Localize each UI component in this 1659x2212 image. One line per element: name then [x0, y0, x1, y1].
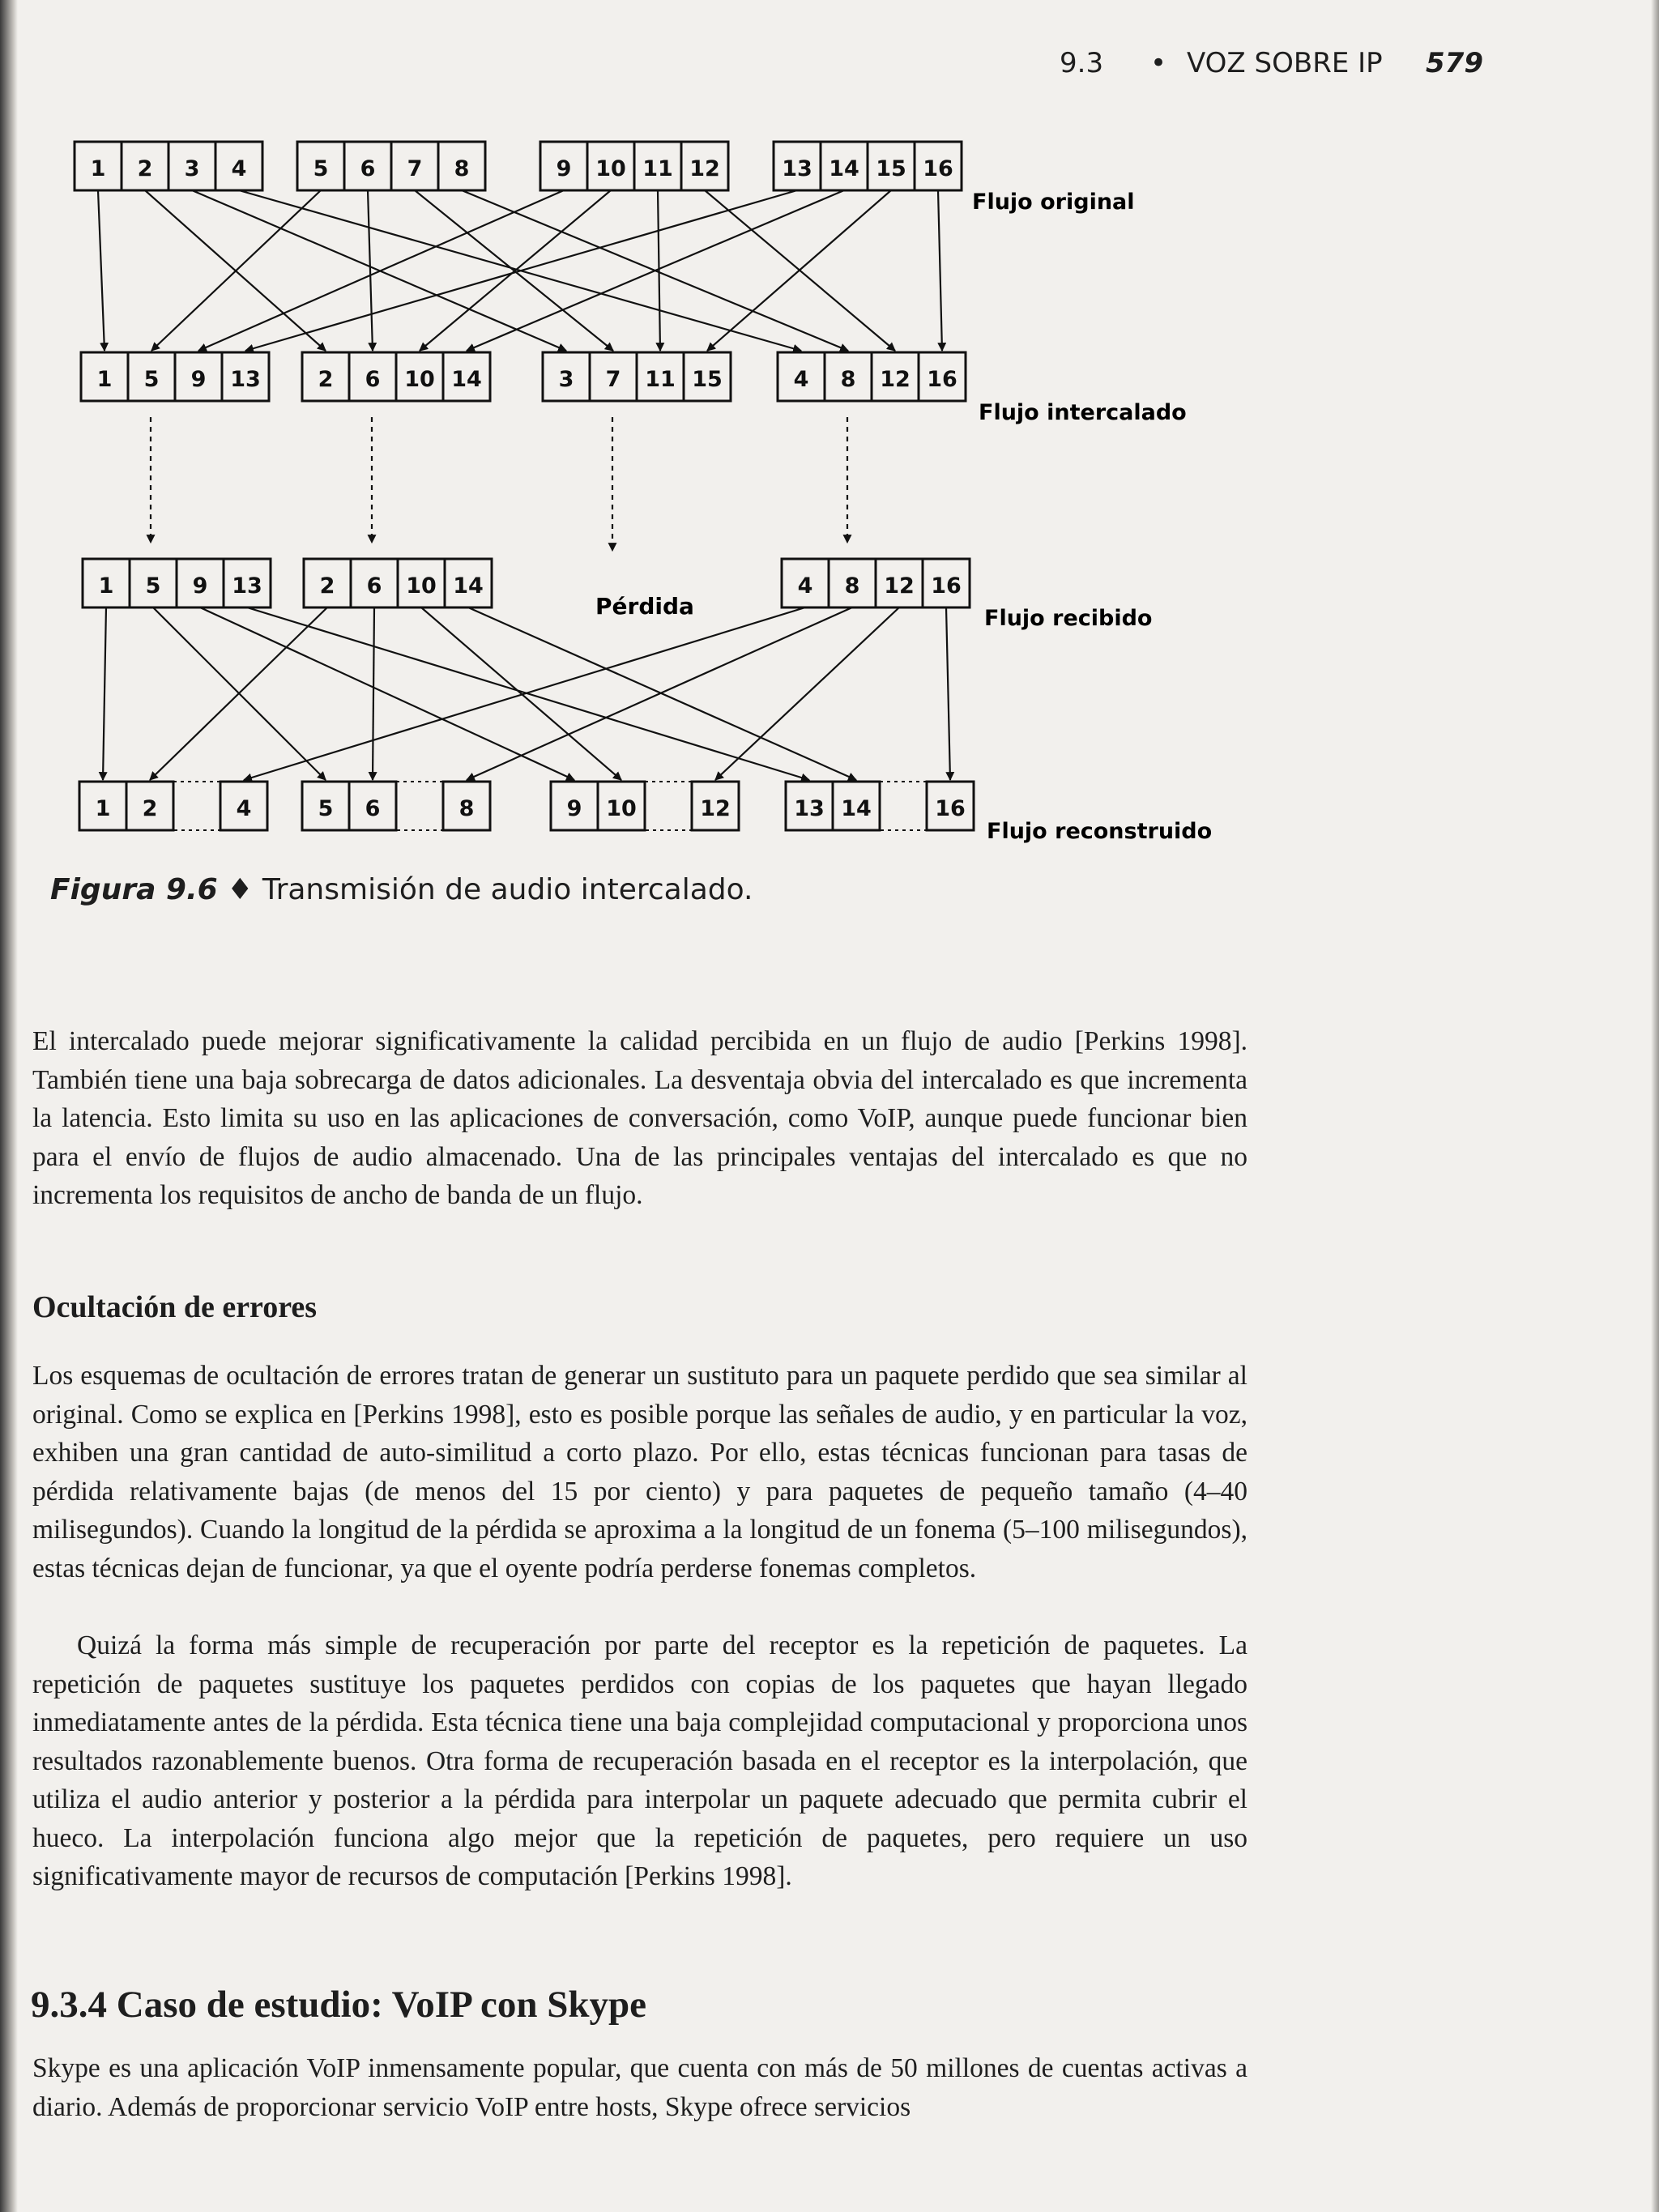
paragraph-interleaving: El intercalado puede mejorar significativamente la calidad percibida en un flujo de audio [Perkins 1998]. También tiene una baja sobrecarga de datos adicionales. La desventaja obvia del intercalado es que incrementa la latencia. Esto limita su uso en las aplicaciones de conversación, como VoIP, aunque puede funcionar bien para el envío de flujos de audio almacenado. Una de las principales ventajas del intercalado es que no incrementa los requisitos de ancho de banda de un flujo.: [32, 1026, 1247, 1210]
interleaved-cell-label-2: 2: [318, 367, 334, 392]
reconstructed-cell-label-6: 6: [365, 796, 381, 821]
original-cell-label-1: 1: [90, 156, 106, 181]
interleaving-figure: [0, 0, 1296, 875]
reconstructed-cell-lost: [645, 782, 692, 830]
interleaving-diagram: [0, 0, 1296, 875]
figure-caption: [50, 873, 753, 906]
reconstructed-cell-label-12: 12: [700, 796, 731, 821]
paragraph-repetition: Quizá la forma más simple de recuperación por parte del receptor es la repetición de paquetes. La repetición de paquetes sustituye los paquetes perdidos con copias de los paquetes que hayan llegado inmediatamente antes de la pérdida. Esta técnica tiene una baja complejidad computacional y proporciona unos resultados razonablemente buenos. Otra forma de recuperación basada en el receptor es la interpolación, que utiliza el audio anterior y posterior a la pérdida para interpolar un paquete adecuado que permita cubrir el hueco. La interpolación funciona algo mejor que la repetición de paquetes, pero requiere un uso significativamente mayor de recursos de computación [Perkins 1998].: [32, 1630, 1247, 1891]
received-cell-label-10: 10: [406, 573, 437, 599]
arrow-interleave-1: [98, 190, 104, 351]
received-cell-label-13: 13: [232, 573, 262, 599]
reconstructed-cell-label-4: 4: [236, 796, 252, 821]
label-flujo-recibido: Flujo recibido: [984, 606, 1153, 631]
reconstructed-cell-label-16: 16: [935, 796, 966, 821]
original-cell-label-15: 15: [876, 156, 906, 181]
received-cell-label-1: 1: [98, 573, 114, 599]
label-flujo-original: Flujo original: [972, 190, 1135, 215]
page-edge-shadow-right: [1651, 0, 1659, 2212]
interleaved-cell-label-11: 11: [645, 367, 676, 392]
interleaved-cell-label-15: 15: [692, 367, 723, 392]
original-cell-label-7: 7: [407, 156, 423, 181]
page-number: 579: [1426, 47, 1483, 79]
arrow-reconstruct-16: [946, 607, 950, 780]
reconstructed-cell-label-9: 9: [566, 796, 582, 821]
paragraph-skype: Skype es una aplicación VoIP inmensamente popular, que cuenta con más de 50 millones de cuentas activas a diario. Además de proporcionar servicio VoIP entre hosts, Skype ofrece servicios: [32, 2053, 1247, 2122]
interleaved-cell-label-10: 10: [404, 367, 435, 392]
original-cell-label-4: 4: [231, 156, 247, 181]
arrow-interleave-6: [368, 190, 373, 351]
original-cell-label-9: 9: [556, 156, 572, 181]
original-cell-label-3: 3: [184, 156, 200, 181]
original-cell-label-13: 13: [782, 156, 812, 181]
label-perdida: Pérdida: [595, 593, 694, 620]
received-cell-label-9: 9: [192, 573, 208, 599]
interleaved-cell-label-7: 7: [605, 367, 621, 392]
reconstructed-cell-label-1: 1: [95, 796, 111, 821]
arrow-interleave-15: [707, 190, 891, 351]
received-cell-label-14: 14: [453, 573, 484, 599]
interleaved-cell-label-16: 16: [927, 367, 957, 392]
reconstructed-cell-lost: [880, 782, 927, 830]
figure-label: Figura 9.6: [50, 873, 218, 906]
running-title: VOZ SOBRE IP: [1187, 47, 1383, 79]
label-flujo-reconstruido: Flujo reconstruido: [987, 819, 1213, 844]
section-number: 9.3: [1060, 47, 1104, 79]
arrow-interleave-5: [151, 190, 321, 351]
received-cell-label-6: 6: [366, 573, 382, 599]
received-cell-label-16: 16: [931, 573, 962, 599]
interleaved-cell-label-6: 6: [365, 367, 381, 392]
original-cell-label-11: 11: [642, 156, 673, 181]
subheading-ocultacion: Ocultación de errores: [32, 1290, 318, 1324]
arrow-interleave-16: [938, 190, 942, 351]
interleaved-cell-label-12: 12: [880, 367, 911, 392]
original-cell-label-14: 14: [829, 156, 859, 181]
original-cell-label-2: 2: [137, 156, 153, 181]
original-cell-label-8: 8: [454, 156, 470, 181]
interleaved-cell-label-1: 1: [96, 367, 113, 392]
original-cell-label-16: 16: [923, 156, 953, 181]
interleaved-cell-label-4: 4: [793, 367, 809, 392]
arrow-reconstruct-1: [103, 607, 106, 780]
original-cell-label-10: 10: [595, 156, 626, 181]
label-flujo-intercalado: Flujo intercalado: [979, 400, 1187, 425]
received-cell-label-2: 2: [319, 573, 335, 599]
interleaved-cell-label-3: 3: [558, 367, 574, 392]
header-bullet: •: [1150, 47, 1167, 79]
received-cell-label-8: 8: [844, 573, 860, 599]
arrow-reconstruct-10: [421, 607, 621, 780]
interleaved-cell-label-13: 13: [230, 367, 261, 392]
received-cell-label-12: 12: [884, 573, 915, 599]
reconstructed-cell-label-13: 13: [794, 796, 825, 821]
original-cell-label-12: 12: [689, 156, 720, 181]
reconstructed-cell-label-14: 14: [841, 796, 872, 821]
interleaved-cell-label-9: 9: [190, 367, 207, 392]
reconstructed-cell-lost: [396, 782, 443, 830]
reconstructed-cell-label-2: 2: [142, 796, 158, 821]
arrow-reconstruct-9: [200, 607, 574, 780]
interleaved-cell-label-8: 8: [840, 367, 856, 392]
arrow-interleave-11: [658, 190, 660, 351]
original-cell-label-5: 5: [313, 156, 329, 181]
caption-diamond: ♦: [227, 873, 254, 906]
reconstructed-cell-label-5: 5: [318, 796, 334, 821]
interleaved-cell-label-5: 5: [143, 367, 160, 392]
arrow-reconstruct-6: [373, 607, 374, 780]
reconstructed-cell-lost: [173, 782, 220, 830]
interleaved-cell-label-14: 14: [451, 367, 482, 392]
reconstructed-cell-label-10: 10: [606, 796, 637, 821]
received-cell-label-5: 5: [145, 573, 161, 599]
original-cell-label-6: 6: [360, 156, 376, 181]
arrow-reconstruct-12: [715, 607, 899, 780]
paragraph-concealment: Los esquemas de ocultación de errores tratan de generar un sustituto para un paquete perdido que sea similar al original. Como se explica en [Perkins 1998], esto es posible porque las señales de audio, y en particular la voz, exhiben una gran cantidad de auto-similitud a corto plazo. Por ello, estas técnicas funcionan para tasas de pérdida relativamente bajas (de menos del 15 por ciento) y para paquetes de pequeño tamaño (4–40 milisegundos). Cuando la longitud de la pérdida se aproxima a la longitud de un fonema (5–100 milisegundos), estas técnicas dejan de funcionar, ya que el oyente podría perderse fonemas completos.: [32, 1361, 1247, 1583]
reconstructed-cell-label-8: 8: [458, 796, 475, 821]
caption-text: Transmisión de audio intercalado.: [262, 873, 753, 906]
received-cell-label-4: 4: [797, 573, 813, 599]
section-heading-skype: 9.3.4 Caso de estudio: VoIP con Skype: [31, 1984, 646, 2026]
